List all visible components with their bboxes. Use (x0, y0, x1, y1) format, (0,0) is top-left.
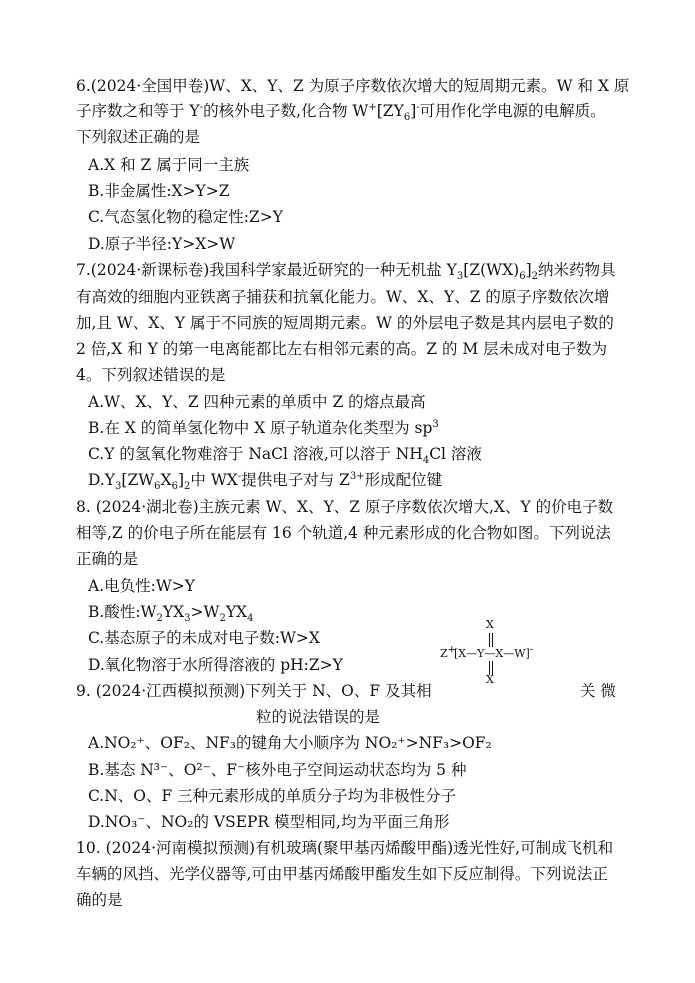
structure-double-bond-top (489, 633, 490, 647)
q7-option-d: $D.Y_3[ZW_6X_6]_2$中 WX-提供电子对与 $Z^{3+}$形成配位键 (88, 470, 443, 493)
q6-stem-line3: 下列叙述正确的是 (76, 128, 201, 146)
q8-option-b: B.酸性$:W_2YX_3>W_2YX_4$ (88, 603, 254, 625)
q9-option-a: A.NO₂⁺、OF₂、NF₃的键角大小顺序为 NO₂⁺>NF₃>OF₂ (88, 734, 492, 752)
q9-stem-line1: 9. (2024·江西模拟预测)下列关于 N、O、F 及其相 (76, 682, 432, 700)
q9-option-d: D.NO₃⁻、NO₂的 VSEPR 模型相同,均为平面三角形 (88, 813, 450, 831)
q7-stem-line5: 4。下列叙述错误的是 (76, 366, 226, 384)
q6-stem-line2: 子序数之和等于 Y-的核外电子数,化合物 $W^+[ZY_6]^-$可用作化学电源的电解质。 (76, 101, 606, 124)
q9-option-c: C.N、O、F 三种元素形成的单质分子均为非极性分子 (88, 787, 457, 805)
structure-top-x: X (486, 618, 494, 631)
structure-double-bond-top-2 (492, 633, 493, 647)
structure-z-cation: Z+ (440, 644, 457, 660)
q9-option-b: B.基态 N³⁻、O²⁻、F⁻核外电子空间运动状态均为 5 种 (88, 761, 467, 779)
q7-option-c: C.Y 的氢氧化物难溶于 NaCl 溶液,可以溶于 $NH_4Cl$ 溶液 (88, 445, 482, 467)
q7-option-b: B.在 X 的简单氢化物中 X 原子轨道杂化类型为 $sp^3$ (88, 418, 439, 437)
q8-stem-line3: 正确的是 (76, 550, 139, 568)
q8-option-c: C.基态原子的未成对电子数:W>X (88, 629, 320, 647)
q8-option-d: D.氧化物溶于水所得溶液的 pH:Z>Y (88, 656, 343, 674)
q10-stem-line3: 确的是 (76, 891, 123, 909)
q6-option-d: D.原子半径:Y>X>W (88, 235, 236, 253)
q6-option-b: B.非金属性:X>Y>Z (88, 182, 230, 200)
q10-stem-line2: 车辆的风挡、光学仪器等,可由甲基丙烯酸甲酯发生如下反应制得。下列说法正 (76, 865, 608, 883)
q9-stem-line2: 粒的说法错误的是 (256, 708, 381, 726)
q6-stem-line1: 6.(2024·全国甲卷)W、X、Y、Z 为原子序数依次增大的短周期元素。W 和 X 原 (76, 77, 630, 95)
structure-anion: [X—Y—X—W]- (454, 644, 534, 660)
q7-stem-line4: 2 倍,X 和 Y 的第一电离能都比左右相邻元素的高。Z 的 M 层未成对电子数为 (76, 340, 608, 358)
q7-option-a: A.W、X、Y、Z 四种元素的单质中 Z 的熔点最高 (88, 393, 426, 411)
q6-option-c: C.气态氢化物的稳定性:Z>Y (88, 208, 283, 226)
structure-bottom-x: X (486, 673, 494, 686)
q8-option-a: A.电负性:W>Y (88, 577, 195, 595)
q10-stem-line1: 10. (2024·河南模拟预测)有机玻璃(聚甲基丙烯酸甲酯)透光性好,可制成飞机和 (76, 839, 614, 857)
q8-stem-line1: 8. (2024·湖北卷)主族元素 W、X、Y、Z 原子序数依次增大,X、Y 的价电子数 (76, 498, 614, 516)
compound-structure-figure (440, 617, 570, 687)
q7-stem-line2: 有高效的细胞内亚铁离子捕获和抗氧化能力。W、X、Y、Z 的原子序数依次增 (76, 288, 610, 306)
q8-stem-line2: 相等,Z 的价电子所在能层有 16 个轨道,4 种元素形成的化合物如图。下列说法 (76, 524, 611, 542)
q6-option-a: A.X 和 Z 属于同一主族 (88, 156, 250, 174)
q9-stem-line1-tail: 关 微 (580, 682, 616, 700)
q7-stem-line3: 加,且 W、X、Y 属于不同族的短周期元素。W 的外层电子数是其内层电子数的 (76, 314, 614, 332)
q7-stem-line1: 7.(2024·新课标卷)我国科学家最近研究的一种无机盐 $Y_3[Z(WX)_6]_2$纳米药物具 (76, 261, 616, 283)
